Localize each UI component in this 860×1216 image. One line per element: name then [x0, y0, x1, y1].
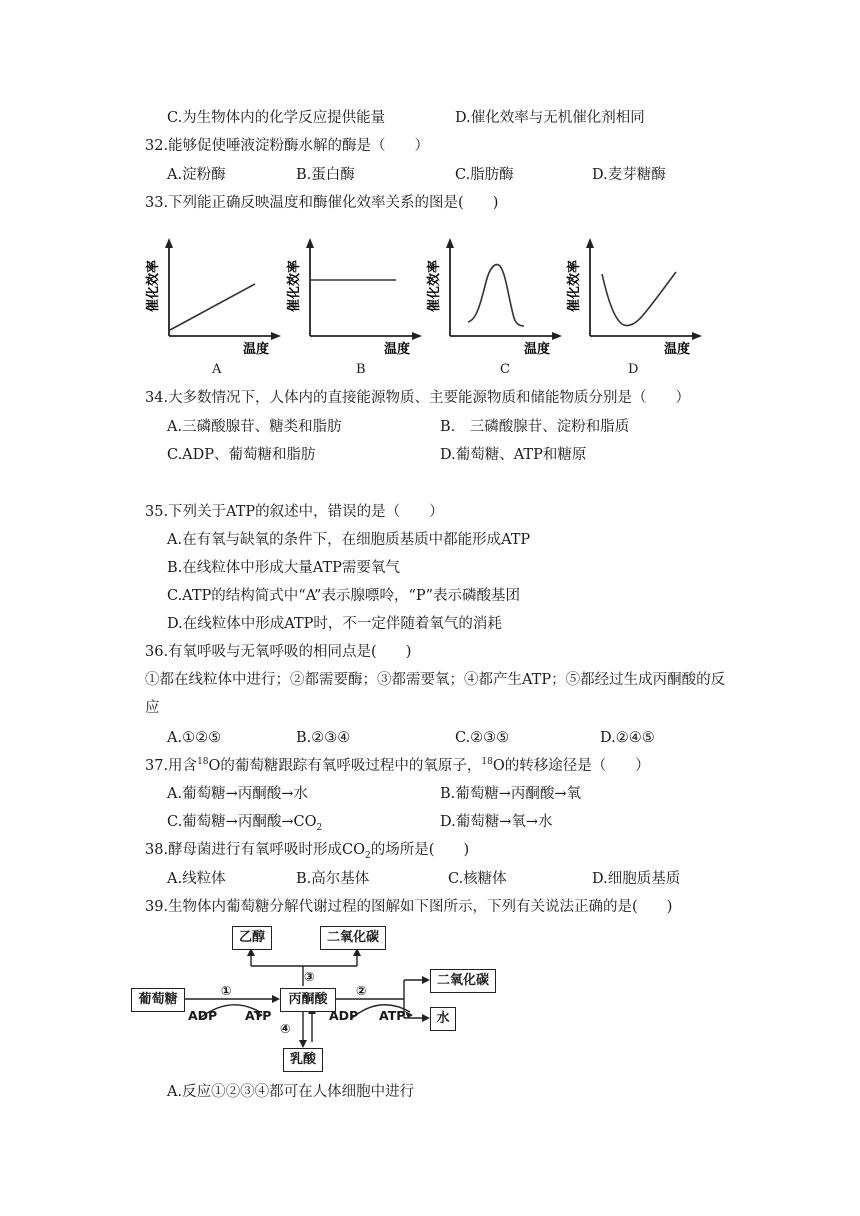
q31-option-c: C.为生物体内的化学反应提供能量	[167, 110, 386, 126]
q38-option-d: D.细胞质基质	[592, 871, 681, 887]
q37-option-c: C.葡萄糖→丙酮酸$\to CO_2$	[167, 814, 323, 833]
graph-c-xlabel: 温度	[524, 342, 551, 357]
q37-option-d: D.葡萄糖→氧→水	[440, 814, 553, 830]
q34-stem: 34.大多数情况下，人体内的直接能源物质、主要能源物质和储能物质分别是（ ）	[145, 390, 691, 406]
q39-option-a: A.反应①②③④都可在人体细胞中进行	[167, 1084, 415, 1100]
q38-option-a: A.线粒体	[167, 871, 226, 887]
q35-option-a: A.在有氧与缺氧的条件下，在细胞质基质中都能形成ATP	[167, 532, 531, 548]
q32-stem: 32.能够促使唾液淀粉酶水解的酶是（ ）	[145, 138, 430, 154]
q32-option-d: D.麦芽糖酶	[592, 167, 666, 183]
q32-option-a: A.淀粉酶	[167, 167, 226, 183]
atp-label-1: ATP	[245, 1008, 272, 1023]
atp-label-2: ATP	[379, 1008, 406, 1023]
water-box: 水	[430, 1007, 456, 1031]
graph-d-xlabel: 温度	[664, 342, 691, 357]
reaction-3-label: ③	[304, 969, 315, 984]
graph-d-ylabel: 催化效率	[567, 259, 582, 313]
reaction-2-label: ②	[356, 983, 367, 998]
q38-option-b: B.高尔基体	[296, 871, 370, 887]
co2-right-box: 二氧化碳	[430, 969, 496, 993]
q33-stem: 33.下列能正确反映温度和酶催化效率关系的图是( )	[145, 195, 499, 211]
pyruvate-box: 丙酮酸	[280, 988, 336, 1012]
q36-option-d: D.②④⑤	[600, 730, 655, 746]
lactate-box: 乳酸	[283, 1048, 323, 1072]
graph-c-letter: C	[500, 362, 510, 377]
q35-option-d: D.在线粒体中形成ATP时，不一定伴随着氧气的消耗	[167, 616, 502, 632]
q38-option-c: C.核糖体	[448, 871, 507, 887]
q35-option-b: B.在线粒体中形成大量ATP需要氧气	[167, 560, 400, 576]
adp-label-2: ADP	[329, 1008, 359, 1023]
q37-option-b: B.葡萄糖→丙酮酸→氧	[440, 786, 582, 802]
q36-option-a: A.①②⑤	[167, 730, 222, 746]
graph-b-ylabel: 催化效率	[287, 259, 302, 313]
q36-desc-line2: 应	[145, 700, 160, 716]
graph-b-letter: B	[356, 362, 366, 377]
reaction-4-label: ④	[280, 1021, 291, 1036]
q35-stem: 35.下列关于ATP的叙述中，错误的是（ ）	[145, 504, 444, 520]
graph-a-letter: A	[212, 362, 222, 377]
q34-option-d: D.葡萄糖、ATP和糖原	[440, 447, 587, 463]
q32-option-c: C.脂肪酶	[455, 167, 514, 183]
q36-option-c: C.②③⑤	[455, 730, 510, 746]
q38-stem: 38.酵母菌进行有氧呼吸时形成$CO_2$的场所是( )	[145, 842, 470, 861]
q36-desc-line1: ①都在线粒体中进行；②都需要酶；③都需要氧；④都产生ATP；⑤都经过生成丙酮酸的反	[145, 672, 726, 688]
graph-b-xlabel: 温度	[384, 342, 411, 357]
q34-option-a: A.三磷酸腺苷、糖类和脂肪	[167, 419, 342, 435]
graph-a-ylabel: 催化效率	[146, 259, 161, 313]
adp-label-1: ADP	[188, 1008, 218, 1023]
q31-option-d: D.催化效率与无机催化剂相同	[455, 110, 645, 126]
glucose-box: 葡萄糖	[131, 988, 185, 1012]
q39-stem: 39.生物体内葡萄糖分解代谢过程的图解如下图所示，下列有关说法正确的是( )	[145, 899, 673, 915]
graph-d-letter: D	[628, 362, 639, 377]
q35-option-c: C.ATP的结构简式中“A”表示腺嘌呤，“P”表示磷酸基团	[167, 588, 521, 604]
q36-stem: 36.有氧呼吸与无氧呼吸的相同点是( )	[145, 644, 412, 660]
q37-option-a: A.葡萄糖→丙酮酸→水	[167, 786, 308, 802]
q34-option-c: C.ADP、葡萄糖和脂肪	[167, 447, 316, 463]
q36-option-b: B.②③④	[296, 730, 351, 746]
reaction-1-label: ①	[221, 983, 232, 998]
q37-stem: 37.用含$^{18}$O的葡萄糖跟踪有氧呼吸过程中的氧原子，$^{18}$O的转移途径是（ ）	[145, 757, 650, 774]
ethanol-box: 乙醇	[232, 926, 272, 950]
co2-top-box: 二氧化碳	[320, 926, 386, 950]
graph-a-xlabel: 温度	[243, 342, 270, 357]
q34-option-b: B. 三磷酸腺苷、淀粉和脂质	[440, 419, 630, 435]
q32-option-b: B.蛋白酶	[296, 167, 355, 183]
graph-c-ylabel: 催化效率	[427, 259, 442, 313]
